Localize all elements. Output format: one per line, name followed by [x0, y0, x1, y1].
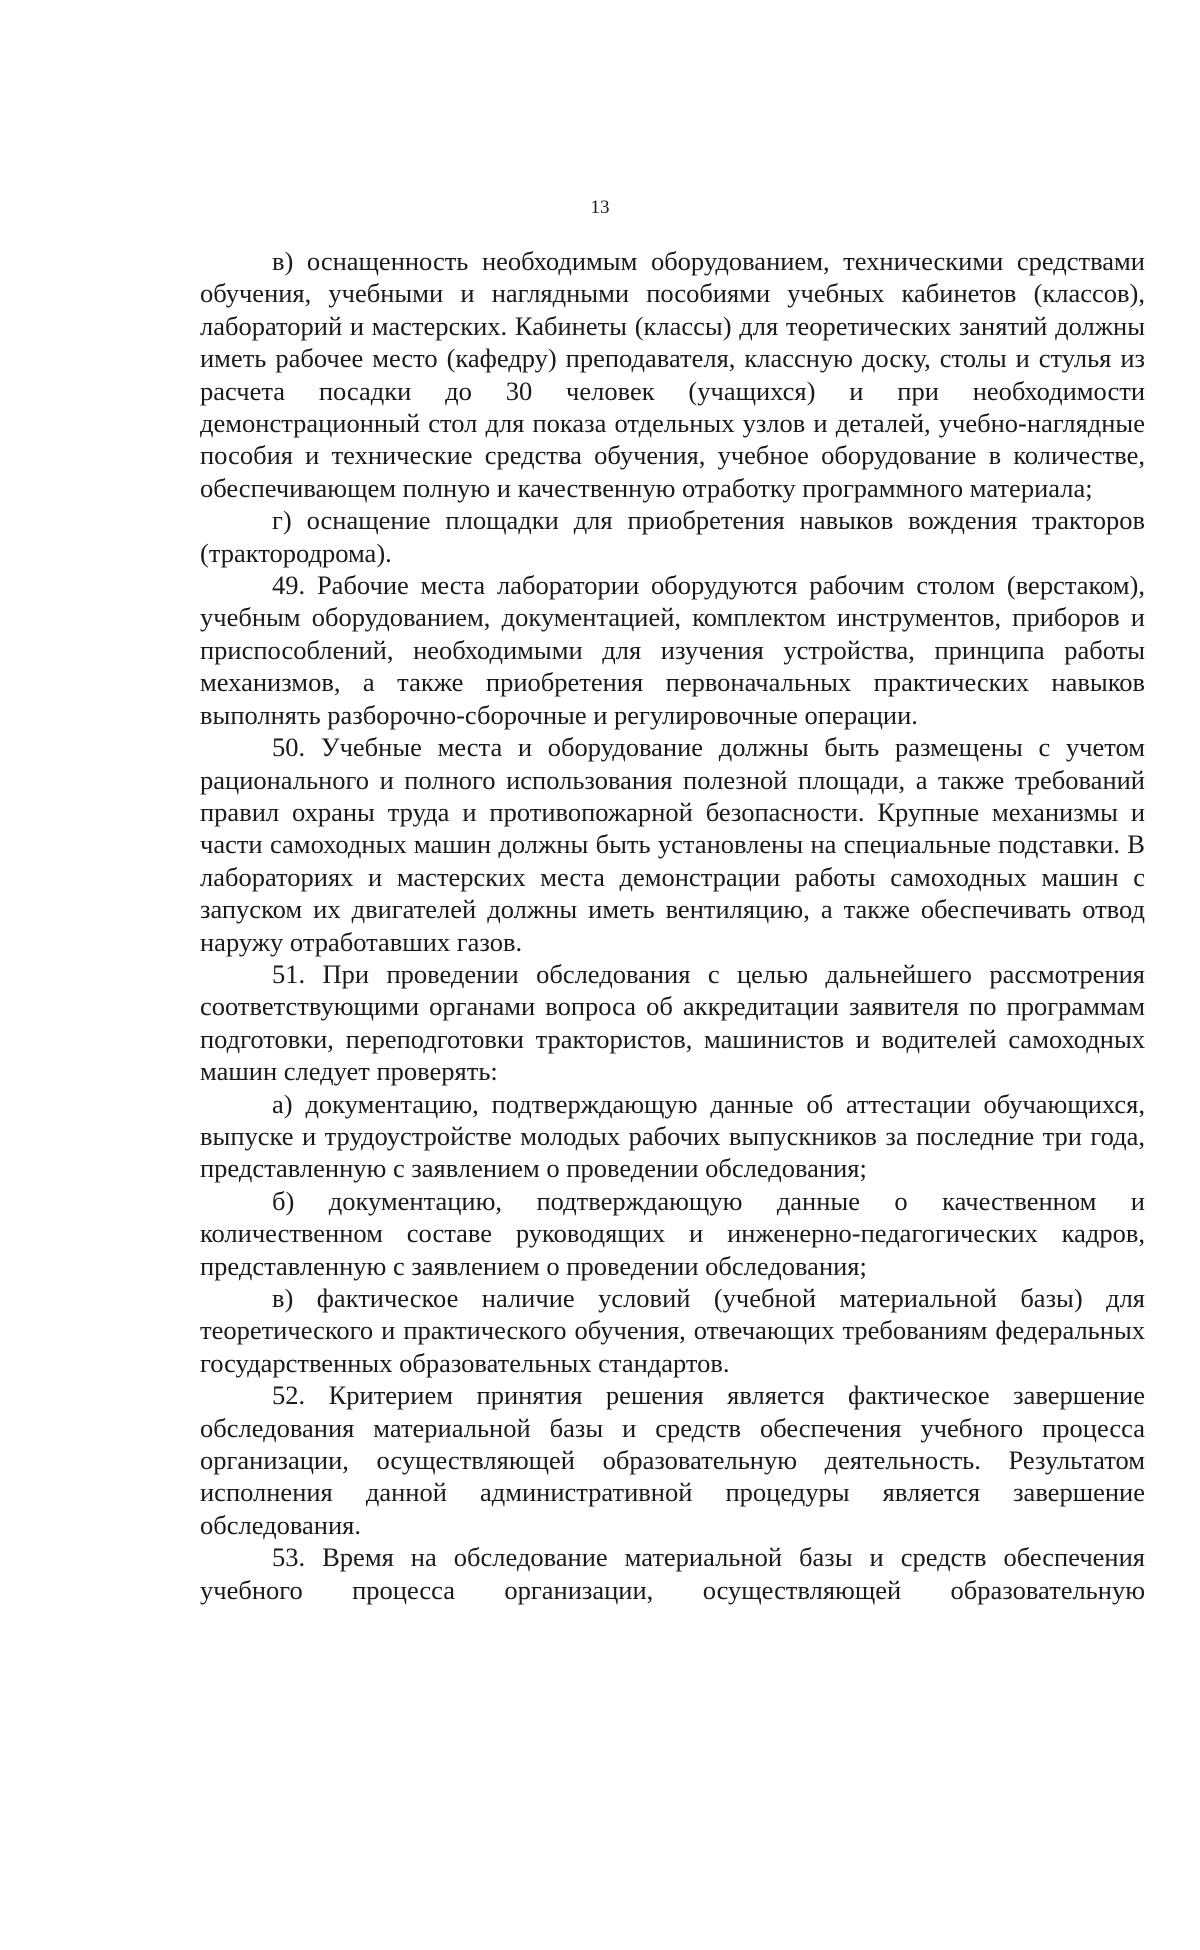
paragraph-51-c: в) фактическое наличие условий (учебной материальной базы) для теоретического и практического обучения, отвечающих требованиям федеральных государственных образовательных стандартов.	[200, 1283, 1145, 1378]
paragraph-51-a: а) документацию, подтверждающую данные об аттестации обучающихся, выпуске и трудоустройстве молодых рабочих выпускников за последние три года, представленную с заявлением о проведении обследования;	[200, 1088, 1145, 1184]
document-body	[200, 245, 1145, 1606]
paragraph-51: 51. При проведении обследования с целью дальнейшего рассмотрения соответствующими органами вопроса об аккредитации заявителя по программам подготовки, переподготовки трактористов, машинистов и водителей самоходных машин следует проверять:	[200, 958, 1145, 1087]
paragraph-tractor-range: г) оснащение площадки для приобретения навыков вождения тракторов (трактородрома).	[200, 505, 1145, 568]
paragraph-51-b: б) документацию, подтверждающую данные о качественном и количественном составе руководящих и инженерно-педагогических кадров, представленную с заявлением о проведении обследования;	[200, 1185, 1145, 1281]
page-number: 13	[590, 197, 610, 218]
paragraph-53: 53. Время на обследование материальной базы и средств обеспечения учебного процесса организации, осуществляющей образовательную	[200, 1542, 1145, 1605]
paragraph-50: 50. Учебные места и оборудование должны быть размещены с учетом рационального и полного использования полезной площади, а также требований правил охраны труда и противопожарной безопасности. Крупные механизмы и части самоходных машин должны быть установлены на специальные подставки. В лабораториях и мастерских места демонстрации работы самоходных машин с запуском их двигателей должны иметь вентиляцию, а также обеспечивать отвод наружу отработавших газов.	[200, 732, 1145, 957]
paragraph-equipment: в) оснащенность необходимым оборудованием, техническими средствами обучения, учебными и наглядными пособиями учебных кабинетов (классов), лабораторий и мастерских. Кабинеты (классы) для теоретических занятий должны иметь рабочее место (кафедру) преподавателя, классную доску, столы и стулья из расчета посадки до 30 человек (учащихся) и при необходимости демонстрационный стол для показа отдельных узлов и деталей, учебно-наглядные пособия и технические средства обучения, учебное оборудование в количестве, обеспечивающем полную и качественную отработку программного материала;	[200, 246, 1145, 503]
paragraph-49: 49. Рабочие места лаборатории оборудуются рабочим столом (верстаком), учебным оборудованием, документацией, комплектом инструментов, приборов и приспособлений, необходимыми для изучения устройства, принципа работы механизмов, а также приобретения первоначальных практических навыков выполнять разборочно-сборочные и регулировочные операции.	[200, 570, 1145, 730]
paragraph-52: 52. Критерием принятия решения является фактическое завершение обследования материальной базы и средств обеспечения учебного процесса организации, осуществляющей образовательную деятельность. Результатом исполнения данной административной процедуры является завершение обследования.	[200, 1380, 1145, 1540]
